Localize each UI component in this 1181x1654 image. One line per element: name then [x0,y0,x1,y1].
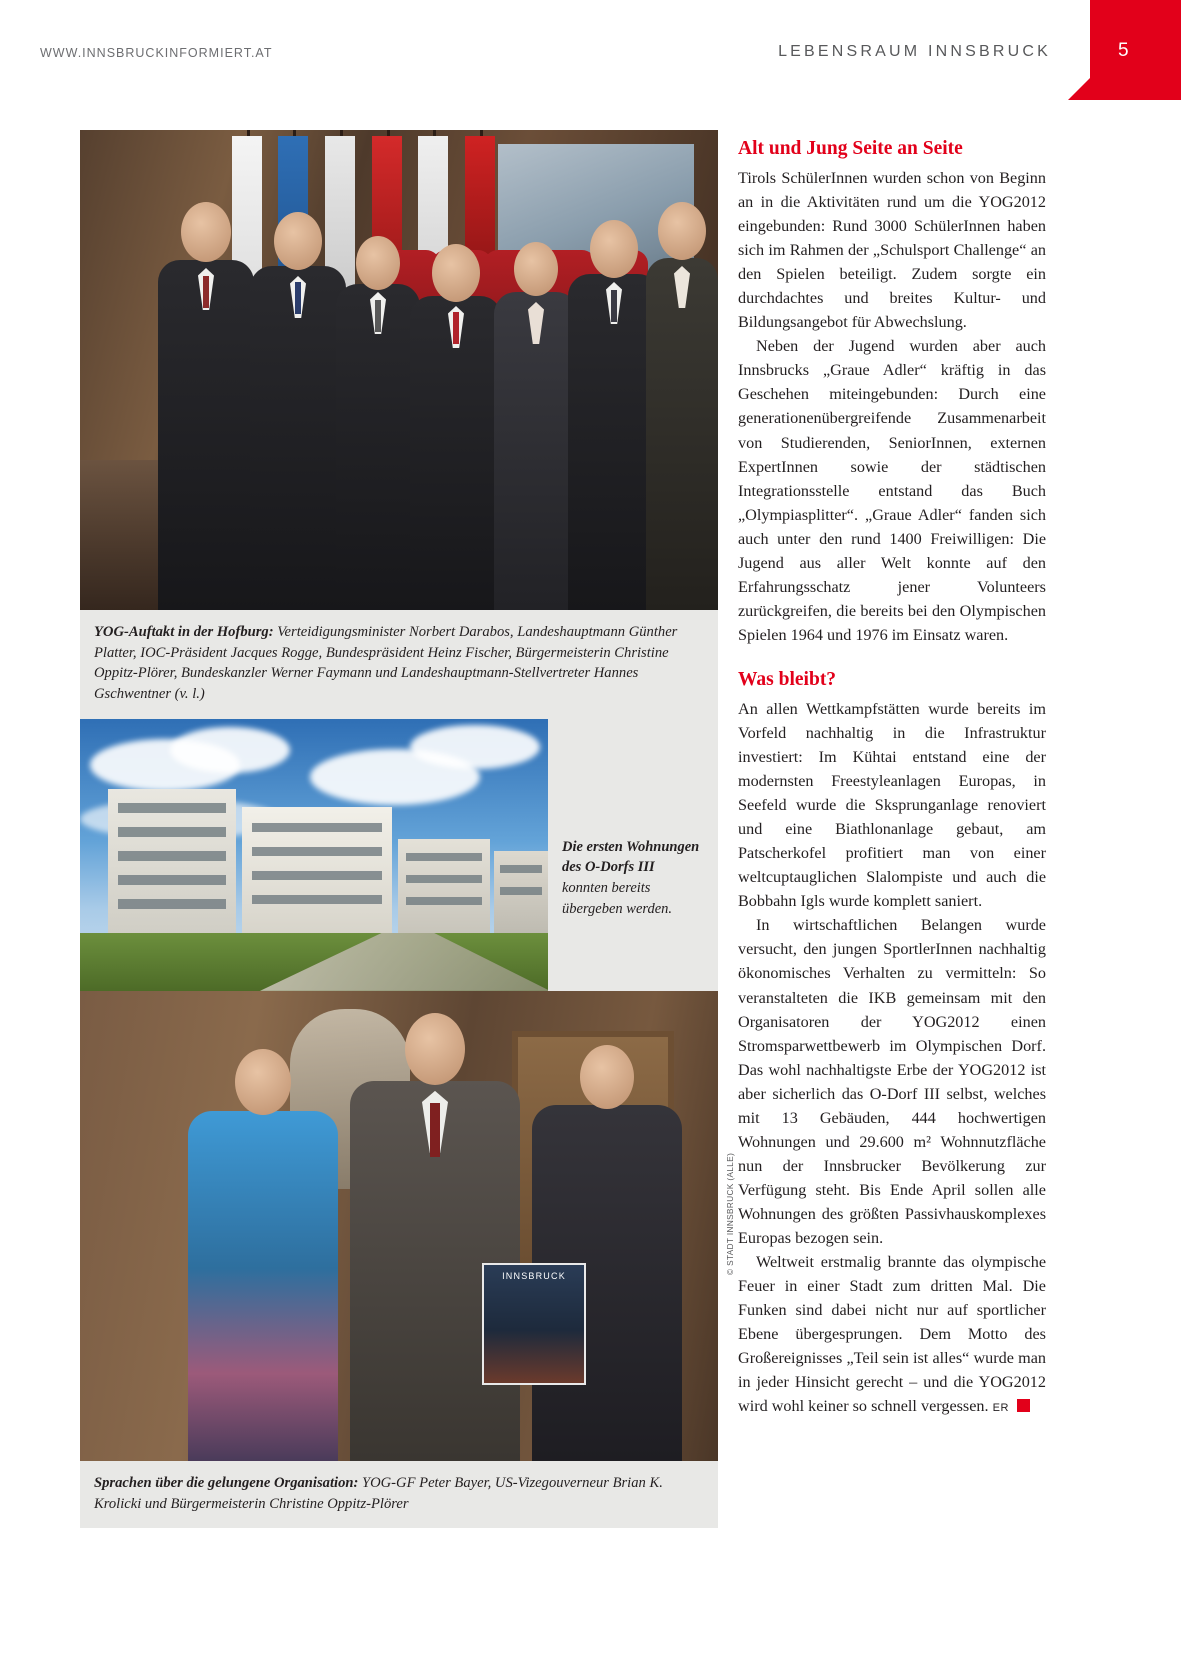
article-paragraph-5 [738,1250,1046,1418]
header-website-url: WWW.INNSBRUCKINFORMIERT.AT [40,46,273,60]
article-heading-1: Alt und Jung Seite an Seite [738,138,963,159]
building [494,851,548,939]
end-of-article-mark [1017,1399,1030,1412]
photo-book-presentation [80,991,718,1461]
photo-person [494,292,578,610]
article-paragraph-1: Tirols SchülerInnen wurden schon von Beginn an in die Aktivitäten rund um die YOG2012 eingebunden: Rund 3000 SchülerInnen haben sich im Rahmen der „Schulsport Challenge“ an den Spielen beteiligt. Zudem sorgte ein durchdachtes und breites Kultur- und Bildungsangebot für Abwechslung. [738,169,1046,332]
caption-book-text: YOG-GF Peter Bayer, US-Vizegouverneur Brian K. Krolicki und Bürgermeisterin Christine Oppitz-Plörer [94,1474,663,1512]
caption-book [80,1461,718,1528]
building [108,789,236,939]
book-cover-title: INNSBRUCK [502,1270,566,1281]
photo-hofburg-group [80,130,718,610]
photo-credit: © STADT INNSBRUCK (ALLE) [726,1152,735,1275]
page-number: 5 [1118,40,1129,61]
caption-odorf-panel [548,719,718,991]
page-number-tab [1090,0,1181,100]
photo-person [188,1111,338,1461]
article-paragraph-5-text: Weltweit erstmalig brannte das olympische Feuer in einer Stadt zum dritten Mal. Die Funken sind dabei nicht nur auf sportlicher Ebene übergesprungen. Dem Motto des Großereignisses „Teil sein ist alles“ wurde man in jeder Hinsicht gerecht – und die YOG2012 wird wohl keiner so schnell vergessen. [738,1253,1046,1416]
photo-odorf-buildings [80,719,548,991]
left-column [80,130,718,1528]
caption-hofburg-lead: YOG-Auftakt in der Hofburg: [94,624,274,640]
photo-person [336,284,420,610]
article-paragraph-2: Neben der Jugend wurden aber auch Innsbrucks „Graue Adler“ kräftig in das Geschehen miteingebunden: Durch eine generationenübergreifende Zusammenarbeit von Studierenden, SeniorInnen, externen ExpertInnen sowie der städtischen Integrationsstelle entstand das Buch „Olympiasplitter“. „Graue Adler“ fanden sich auch unter den rund 1400 Freiwilligen: Die Jugend aus aller Welt konnte auf den Erfahrungsschatz jener Volunteers zurückgreifen, die bereits bei den Olympischen Spielen 1964 und 1976 im Einsatz waren. [738,337,1046,644]
header-section-title: LEBENSRAUM INNSBRUCK [778,43,1051,60]
caption-hofburg [80,610,718,719]
caption-book-lead: Sprachen über die gelungene Organisation: [94,1474,359,1491]
article-column [738,138,1046,1418]
book-cover [482,1263,586,1385]
building [398,839,490,939]
photo-person [250,266,346,610]
photo-person [410,296,502,610]
odorf-photo-row [80,719,718,991]
article-heading-2: Was bleibt? [738,668,837,690]
caption-odorf-text: konnten bereits übergeben werden. [562,880,673,917]
article-paragraph-4: In wirtschaftlichen Belangen wurde versucht, den jungen SportlerInnen nachhaltig ökonomisches Verhalten zu vermitteln: So veranstalteten die IKB gemeinsam mit den Organisatoren der YOG2012 einen Stromsparwettbewerb im Olympischen Dorf. Das wohl nachhaltigste Erbe der YOG2012 ist aber sicherlich das O-Dorf III selbst, welches mit 13 Gebäuden, 444 hochwertigen Wohnungen und 29.600 m² Wohnnutzfläche nun der Innsbrucker Bevölkerung zur Verfügung steht. Bis Ende April sollen alle Wohnungen des größten Passivhauskomplexes Europas bezogen sein. [738,916,1046,1247]
photo-person [646,258,718,610]
article-author-initials: ER [992,1402,1009,1415]
building [242,807,392,939]
article-paragraph-3: An allen Wettkampfstätten wurde bereits im Vorfeld nachhaltig in die Infrastruktur investiert: Im Kühtai entstand eine der modernsten Freestyleanlagen Europas, in Seefeld wurde die Sksprunganlage renoviert und eine Biathlonanlage gebaut, am Patscherkofel profitiert man von einer weltcuptauglichen Slalompiste und auch die Bobbahn Igls wurde komplett saniert. [738,699,1046,911]
caption-odorf-lead: Die ersten Wohnungen des O-Dorfs III [562,838,700,876]
caption-hofburg-text: Verteidigungsminister Norbert Darabos, Landeshauptmann Günther Platter, IOC-Präsident Jacques Rogge, Bundespräsident Heinz Fischer, Bürgermeisterin Christine Oppitz-Plörer, Bundeskanzler Werner Faymann und Landeshauptmann-Stellvertreter Hannes Gschwentner (v. l.) [94,624,678,703]
photo-person [158,260,254,610]
page-header [0,0,1181,104]
